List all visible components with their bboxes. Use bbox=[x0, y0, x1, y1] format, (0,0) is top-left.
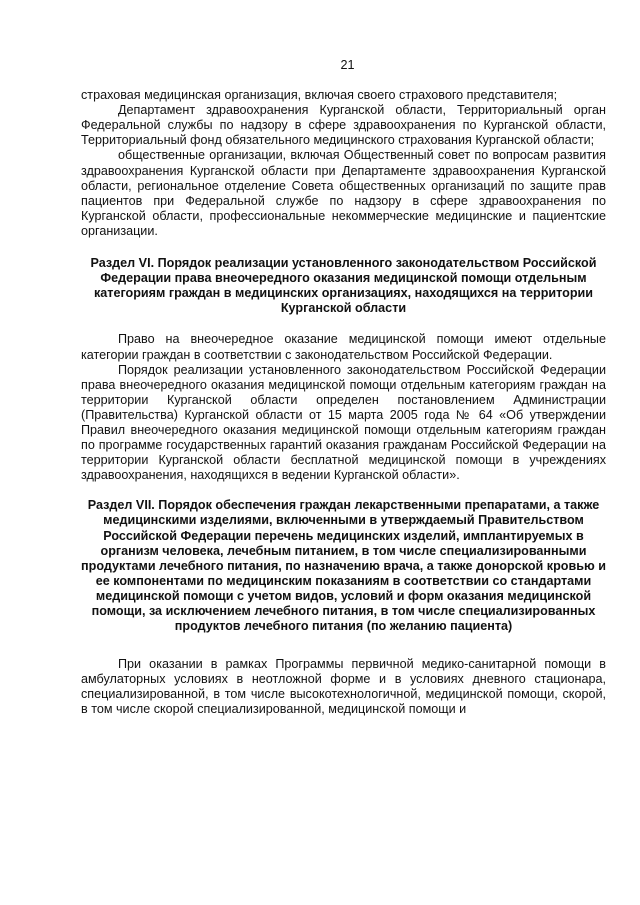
paragraph: Департамент здравоохранения Курганской области, Территориальный орган Федеральной службы по надзору в сфере здравоохранения по Курганской области, Территориальный фонд обязательного медицинского страхования Курганской области; bbox=[81, 103, 606, 148]
paragraph: Порядок реализации установленного законодательством Российской Федерации права внеочередного оказания медицинской помощи отдельным категориям граждан на территории Курганской области определен постановлением Администрации (Правительства) Курганской области от 15 марта 2005 года № 64 «Об утверждении Правил внеочередного оказания медицинской помощи отдельным категориям граждан по программе государственных гарантий оказания гражданам Российской Федерации на территории Курганской области бесплатной медицинской помощи в учреждениях здравоохранения, находящихся в ведении Курганской области». bbox=[81, 362, 606, 483]
section-6-heading: Раздел VI. Порядок реализации установленного законодательством Российской Федерации права внеочередного оказания медицинской помощи отдельным категориям граждан в медицинских организациях, находящихся на территории Курганской области bbox=[90, 256, 597, 316]
intro-text bbox=[81, 88, 606, 239]
section-6-text bbox=[81, 332, 606, 483]
paragraph: страховая медицинская организация, включая своего страхового представителя; bbox=[81, 88, 558, 103]
paragraph: Право на внеочередное оказание медицинской помощи имеют отдельные категории граждан в соответствии с законодательством Российской Федерации. bbox=[81, 332, 606, 362]
section-7-text bbox=[81, 657, 606, 717]
page-number: 21 bbox=[340, 58, 355, 72]
paragraph: При оказании в рамках Программы первичной медико-санитарной помощи в амбулаторных условиях в неотложной форме и в условиях дневного стационара, специализированной, в том числе высокотехнологичной, медицинской помощи, скорой, в том числе скорой специализированной, медицинской помощи и bbox=[81, 657, 606, 717]
paragraph: общественные организации, включая Общественный совет по вопросам развития здравоохранения Курганской области при Департаменте здравоохранения Курганской области, региональное отделение Совета общественных организаций по защите прав пациентов при Федеральной службе по надзору в сфере здравоохранения по Курганской области, профессиональные некоммерческие медицинские и пациентские организации. bbox=[81, 148, 606, 238]
section-7-heading: Раздел VII. Порядок обеспечения граждан лекарственными препаратами, а также медицинскими изделиями, включенными в утверждаемый Правительством Российской Федерации перечень медицинских изделий, имплантируемых в организм человека, лечебным питанием, в том числе специализированными продуктами лечебного питания, по назначению врача, а также донорской кровью и ее компонентами по медицинским показаниям в соответствии со стандартами медицинской помощи с учетом видов, условий и форм оказания медицинской помощи, за исключением лечебного питания, в том числе специализированных продуктов лечебного питания (по желанию пациента) bbox=[81, 498, 606, 634]
